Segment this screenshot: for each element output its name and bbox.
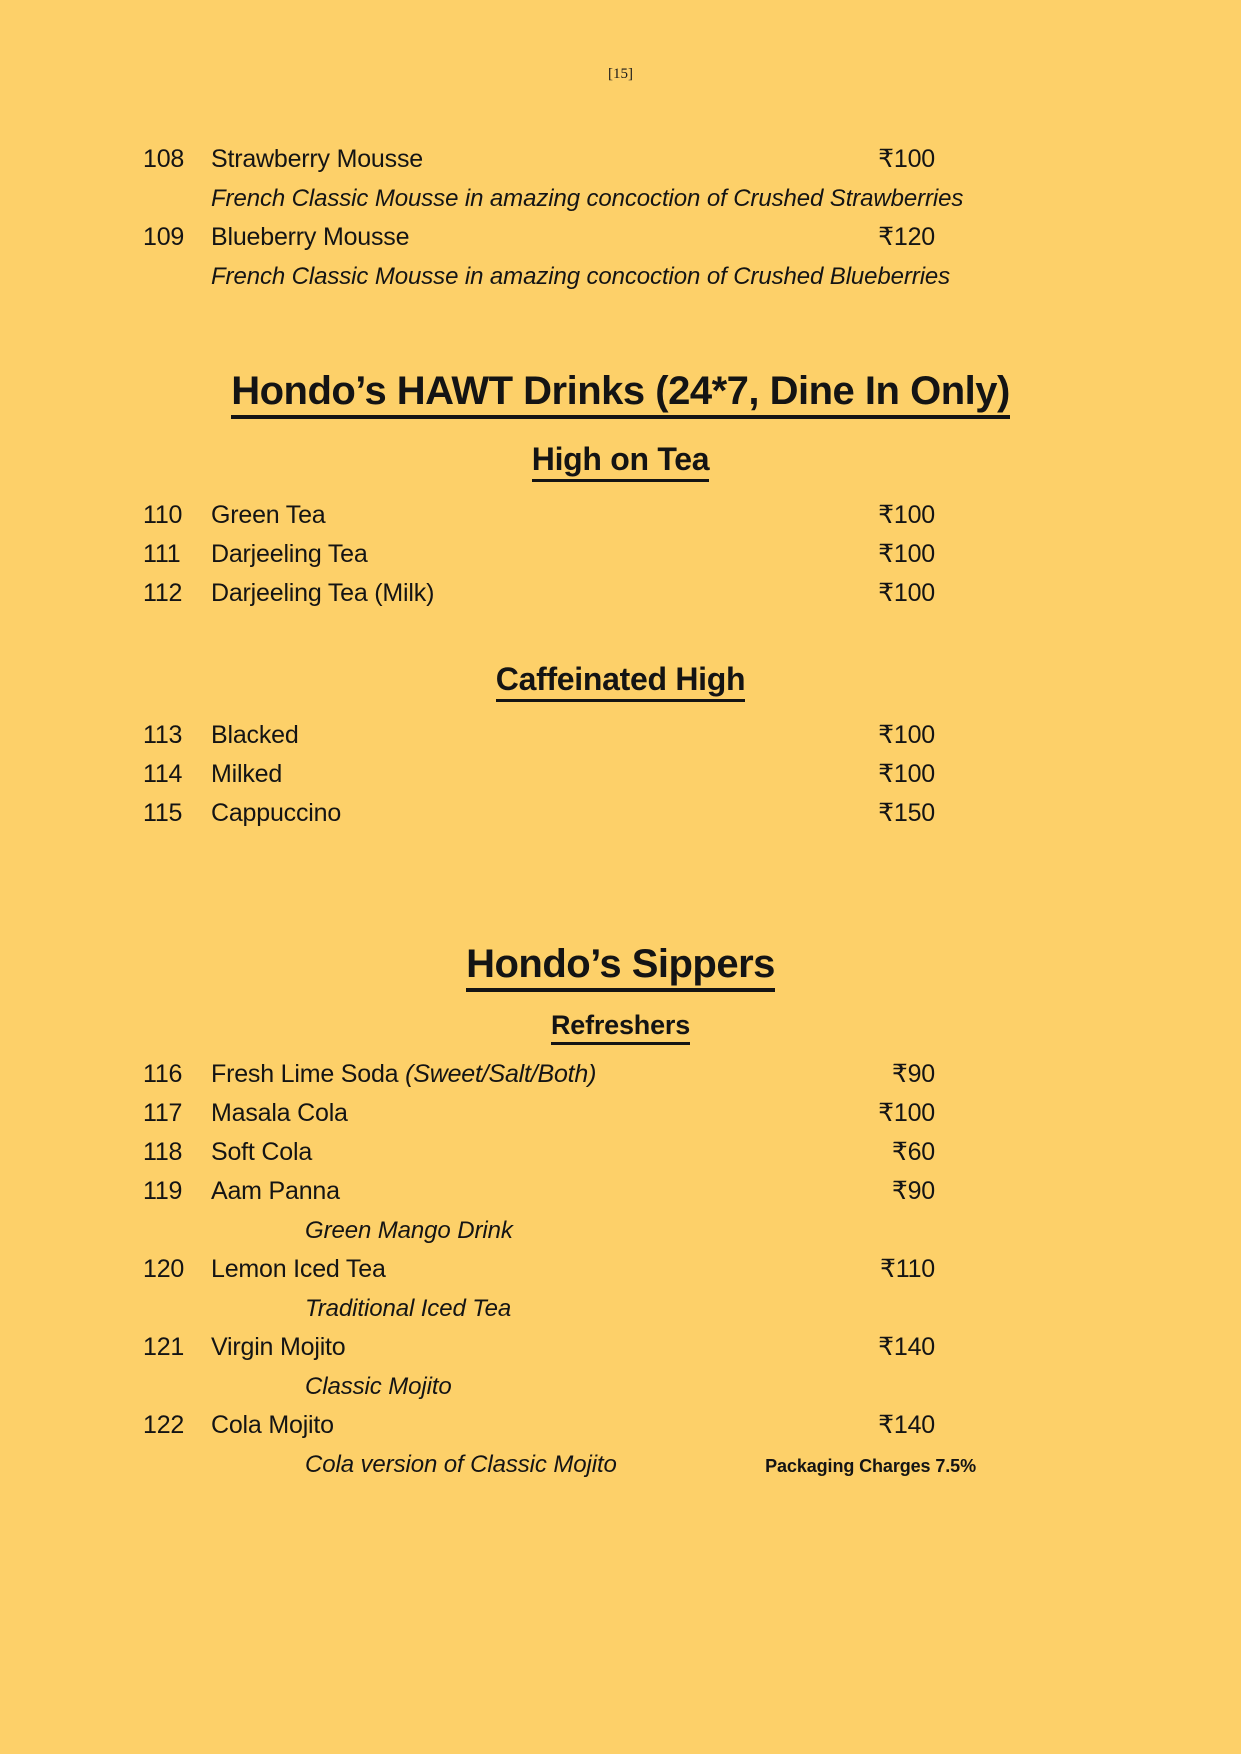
item-price: ₹100	[878, 539, 935, 568]
item-name: Cappuccino	[211, 798, 342, 827]
menu-item-row	[0, 716, 1241, 755]
item-price: ₹90	[891, 1059, 935, 1088]
item-name: Green Tea	[211, 500, 326, 529]
item-name-text: Fresh Lime Soda	[211, 1059, 406, 1088]
item-description-text: French Classic Mousse in amazing concoction of Crushed Strawberries	[211, 185, 964, 212]
item-number: 119	[143, 1176, 183, 1205]
item-description	[0, 179, 1241, 218]
item-description-text: Cola version of Classic Mojito	[305, 1450, 617, 1478]
menu-item-row	[0, 535, 1241, 574]
subsection-heading-high-on-tea	[0, 441, 1241, 482]
item-number: 111	[143, 539, 181, 568]
section-heading-text: Hondo’s HAWT Drinks (24*7, Dine In Only)	[231, 368, 1010, 419]
item-name-variant: (Sweet/Salt/Both)	[405, 1059, 597, 1088]
menu-item-row	[0, 574, 1241, 613]
item-name: Milked	[211, 759, 283, 788]
item-number: 117	[143, 1098, 183, 1127]
item-name: Soft Cola	[211, 1137, 313, 1166]
item-name: Blueberry Mousse	[211, 223, 410, 251]
item-number: 115	[143, 798, 183, 827]
subsection-heading-text: Refreshers	[551, 1010, 690, 1045]
item-price: ₹150	[878, 798, 935, 827]
subsection-heading-caffeinated-high	[0, 661, 1241, 702]
item-number: 110	[143, 500, 183, 529]
item-name: Strawberry Mousse	[211, 145, 423, 173]
item-price: ₹100	[878, 759, 935, 788]
item-price: ₹100	[878, 500, 935, 529]
item-name: Darjeeling Tea (Milk)	[211, 578, 435, 607]
item-number: 112	[143, 578, 183, 607]
item-price: ₹100	[878, 145, 935, 173]
section-heading-text: Hondo’s Sippers	[466, 941, 775, 992]
subsection-heading-text: High on Tea	[532, 441, 709, 482]
menu-item-row	[0, 755, 1241, 794]
menu-item-row	[0, 794, 1241, 833]
item-name: Aam Panna	[211, 1176, 340, 1205]
menu-item-row	[0, 1055, 1241, 1094]
item-description-text: Classic Mojito	[305, 1372, 452, 1400]
item-description-text: French Classic Mousse in amazing concoction of Crushed Blueberries	[211, 263, 951, 290]
item-name: Darjeeling Tea	[211, 539, 368, 568]
item-description	[0, 1367, 1241, 1406]
item-price: ₹100	[878, 720, 935, 749]
item-name: Cola Mojito	[211, 1410, 334, 1439]
menu-item-row	[0, 218, 1241, 257]
item-price: ₹60	[891, 1137, 935, 1166]
item-price: ₹140	[878, 1332, 935, 1361]
item-name	[211, 1055, 596, 1094]
packaging-charges-note: Packaging Charges 7.5%	[765, 1456, 976, 1476]
item-description-text: Traditional Iced Tea	[305, 1294, 512, 1322]
menu-item-row	[0, 140, 1241, 179]
item-number: 122	[143, 1410, 185, 1439]
item-number: 109	[143, 223, 185, 251]
item-number: 121	[143, 1332, 185, 1361]
menu-content	[0, 140, 1241, 1484]
item-price: ₹110	[880, 1254, 935, 1283]
item-number: 118	[143, 1137, 183, 1166]
item-number: 114	[143, 759, 183, 788]
item-description-text: Green Mango Drink	[305, 1216, 513, 1244]
item-description	[0, 257, 1241, 296]
menu-item-row	[0, 1172, 1241, 1211]
item-name: Blacked	[211, 720, 299, 749]
subsection-heading-refreshers	[0, 1010, 1241, 1045]
menu-item-row	[0, 1328, 1241, 1367]
item-name: Lemon Iced Tea	[211, 1254, 386, 1283]
item-price: ₹120	[878, 223, 935, 251]
section-heading-hawt-drinks	[0, 368, 1241, 419]
item-name: Masala Cola	[211, 1098, 348, 1127]
menu-item-row	[0, 1133, 1241, 1172]
item-price: ₹100	[878, 578, 935, 607]
item-description	[0, 1289, 1241, 1328]
item-number: 108	[143, 145, 185, 173]
menu-item-row	[0, 1094, 1241, 1133]
page-number-marker: [15]	[608, 66, 633, 82]
item-number: 113	[143, 720, 183, 749]
item-price: ₹90	[891, 1176, 935, 1205]
subsection-heading-text: Caffeinated High	[496, 661, 745, 702]
section-heading-sippers	[0, 941, 1241, 992]
item-number: 120	[143, 1254, 185, 1283]
item-name: Virgin Mojito	[211, 1332, 346, 1361]
menu-item-row	[0, 496, 1241, 535]
item-price: ₹140	[878, 1410, 935, 1439]
item-price: ₹100	[878, 1098, 935, 1127]
menu-item-row	[0, 1250, 1241, 1289]
item-description	[0, 1211, 1241, 1250]
item-number: 116	[143, 1059, 183, 1088]
menu-item-row	[0, 1406, 1241, 1445]
